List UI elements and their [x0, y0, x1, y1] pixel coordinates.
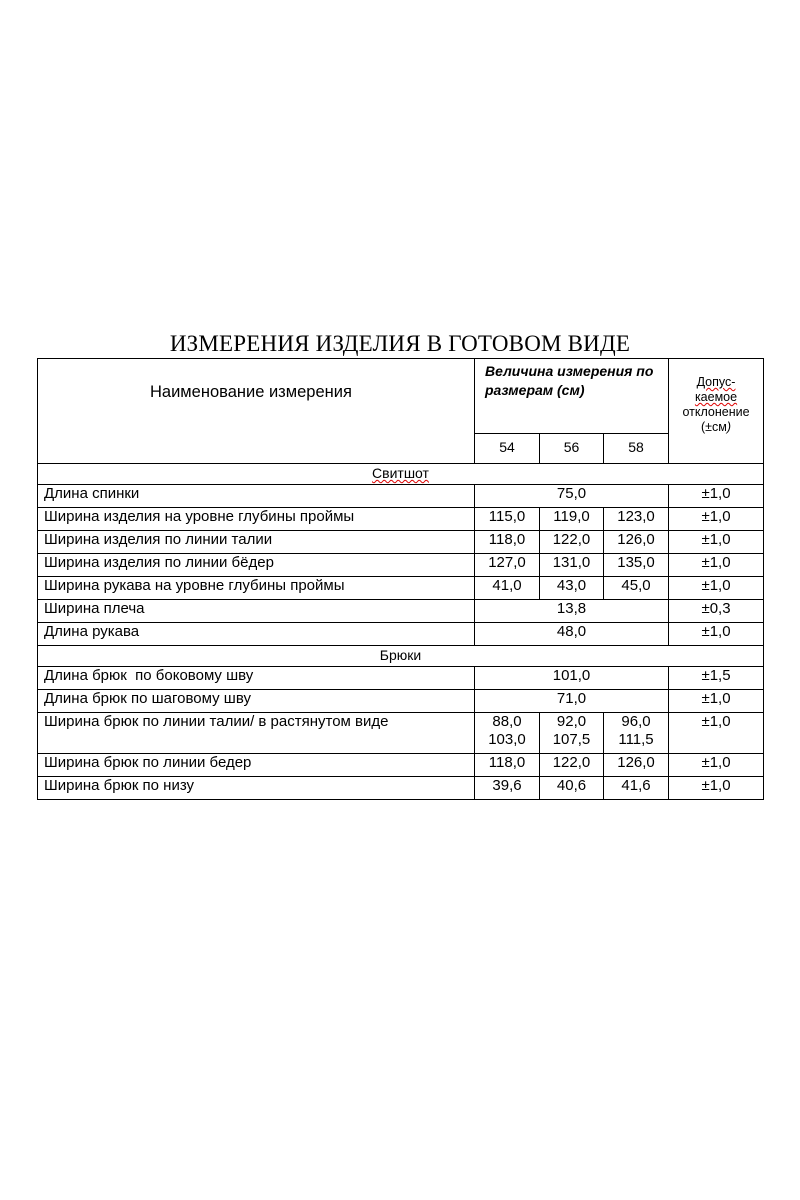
row-name: Ширина рукава на уровне глубины проймы [38, 577, 475, 600]
table-row [38, 508, 764, 531]
tolerance-value: ±1,0 [669, 485, 764, 508]
table-row [38, 485, 764, 508]
value-58: 45,0 [604, 577, 669, 600]
row-name: Ширина брюк по низу [38, 777, 475, 800]
value-54: 118,0 [475, 531, 540, 554]
size-58: 58 [604, 434, 669, 464]
tolerance-value: ±1,0 [669, 508, 764, 531]
row-name: Ширина брюк по линии бедер [38, 754, 475, 777]
row-name: Длина рукава [38, 623, 475, 646]
value-56: 122,0 [540, 531, 604, 554]
value-58: 126,0 [604, 754, 669, 777]
tolerance-value: ±0,3 [669, 600, 764, 623]
tolerance-line-4: (±см) [700, 420, 732, 434]
value-54: 39,6 [475, 777, 540, 800]
value-54: 127,0 [475, 554, 540, 577]
section-row-sweatshirt [38, 464, 764, 485]
value-58: 41,6 [604, 777, 669, 800]
section-title: Брюки [38, 646, 764, 667]
value-56: 131,0 [540, 554, 604, 577]
row-name: Ширина плеча [38, 600, 475, 623]
tolerance-value: ±1,0 [669, 754, 764, 777]
row-name: Длина брюк по боковому шву [38, 667, 475, 690]
value-56: 119,0 [540, 508, 604, 531]
table-row [38, 754, 764, 777]
header-tolerance [669, 359, 764, 464]
merged-value: 75,0 [475, 485, 669, 508]
header-row [38, 359, 764, 434]
table-row [38, 667, 764, 690]
table-row [38, 554, 764, 577]
value-58: 96,0 111,5 [604, 713, 669, 754]
value-54: 118,0 [475, 754, 540, 777]
row-name: Ширина брюк по линии талии/ в растянутом виде [38, 713, 475, 754]
section-row-trousers [38, 646, 764, 667]
tolerance-value: ±1,0 [669, 623, 764, 646]
tolerance-line-3: отклонение [682, 405, 750, 419]
tolerance-line-2: каемое [694, 390, 738, 404]
value-56: 43,0 [540, 577, 604, 600]
merged-value: 101,0 [475, 667, 669, 690]
table-row [38, 600, 764, 623]
value-58: 135,0 [604, 554, 669, 577]
tolerance-value: ±1,0 [669, 777, 764, 800]
header-measurement-name: Наименование измерения [38, 359, 475, 464]
merged-value: 71,0 [475, 690, 669, 713]
tolerance-line-1: Допус- [696, 375, 736, 389]
tolerance-value: ±1,0 [669, 713, 764, 754]
value-58: 123,0 [604, 508, 669, 531]
merged-value: 13,8 [475, 600, 669, 623]
table-row [38, 777, 764, 800]
row-name: Ширина изделия на уровне глубины проймы [38, 508, 475, 531]
tolerance-value: ±1,0 [669, 554, 764, 577]
table-row [38, 531, 764, 554]
row-name: Ширина изделия по линии бёдер [38, 554, 475, 577]
row-name: Длина брюк по шаговому шву [38, 690, 475, 713]
table-row [38, 690, 764, 713]
value-56: 40,6 [540, 777, 604, 800]
value-54: 115,0 [475, 508, 540, 531]
tolerance-value: ±1,0 [669, 577, 764, 600]
row-name: Длина спинки [38, 485, 475, 508]
section-title: Свитшот [38, 464, 764, 485]
value-54: 41,0 [475, 577, 540, 600]
page-title: ИЗМЕРЕНИЯ ИЗДЕЛИЯ В ГОТОВОМ ВИДЕ [169, 331, 631, 356]
value-54: 88,0 103,0 [475, 713, 540, 754]
size-54: 54 [475, 434, 540, 464]
row-name: Ширина изделия по линии талии [38, 531, 475, 554]
measurements-table [37, 358, 764, 800]
value-56: 122,0 [540, 754, 604, 777]
table-row [38, 577, 764, 600]
value-58: 126,0 [604, 531, 669, 554]
table-row [38, 713, 764, 754]
size-56: 56 [540, 434, 604, 464]
value-56: 92,0 107,5 [540, 713, 604, 754]
tolerance-value: ±1,5 [669, 667, 764, 690]
header-size-group: Величина измерения по размерам (см) [475, 359, 669, 434]
table-row [38, 623, 764, 646]
merged-value: 48,0 [475, 623, 669, 646]
tolerance-value: ±1,0 [669, 690, 764, 713]
tolerance-value: ±1,0 [669, 531, 764, 554]
